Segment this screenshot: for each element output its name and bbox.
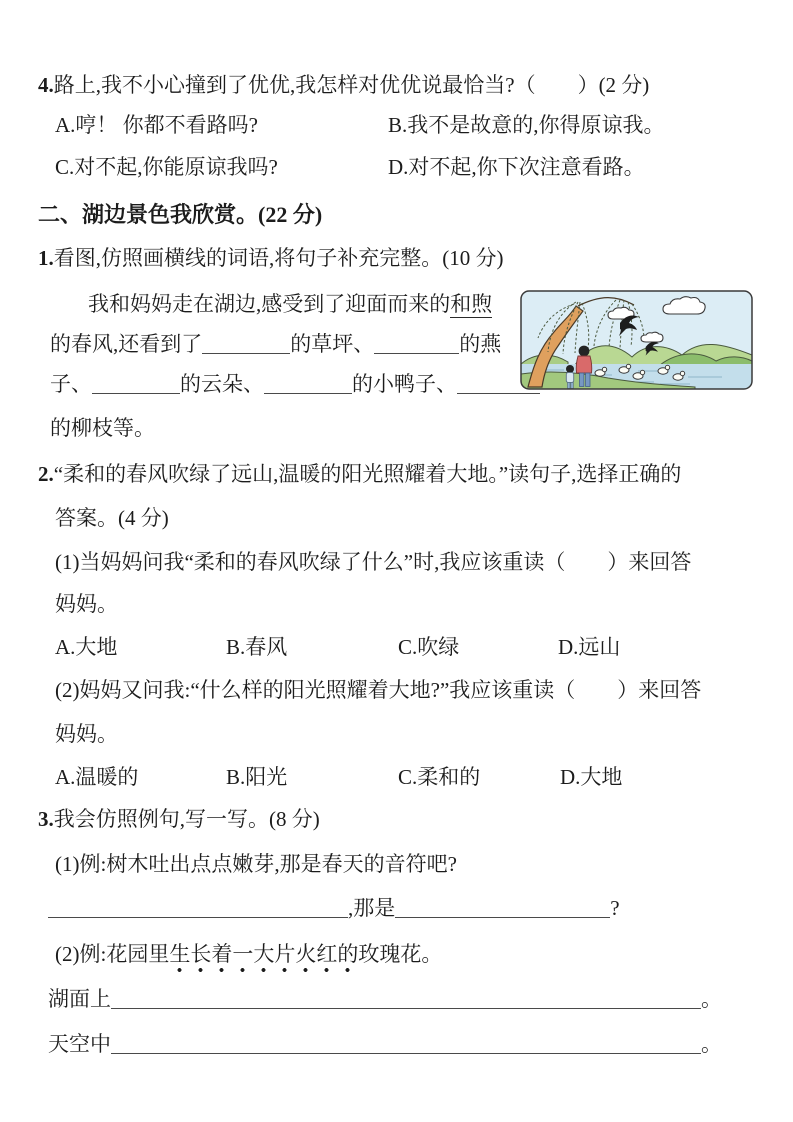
q1-para-text-3a: 子、 [50, 372, 92, 396]
q3-sub1-mid-text: ,那是 [348, 896, 396, 920]
q3-sub1-tail-text: ? [610, 896, 620, 920]
emphasis-dots-text: 生长着一大片火红的 [169, 942, 358, 973]
question-2-stem-line-1 [38, 461, 681, 487]
q1-paragraph-line-3 [50, 371, 540, 397]
question-1-stem-line [38, 245, 504, 271]
q3-sub2-example-pre: (2)例:花园里 [55, 942, 170, 966]
question-4-text: 路上,我不小心撞到了优优,我怎样对优优说最恰当?（ ）(2 分) [53, 73, 650, 97]
question-4-stem-line [38, 72, 649, 98]
question-3-text: 我会仿照例句,写一写。(8 分) [53, 807, 320, 831]
q3-sub2-answer-line-1 [48, 986, 722, 1012]
q4-option-b: B.我不是故意的,你得原谅我。 [388, 113, 665, 137]
q3-fill1-period: 。 [701, 987, 722, 1011]
q3-fill2-label: 天空中 [48, 1032, 111, 1056]
fill-blank-1[interactable] [202, 333, 290, 354]
question-3-number: 3. [38, 807, 54, 831]
q2-sub2-line-1: (2)妈妈又问我:“什么样的阳光照耀着大地?”我应该重读（ ）来回答 [55, 678, 702, 702]
question-4-number: 4. [38, 73, 54, 97]
q1-para-text-3b: 的云朵、 [180, 372, 264, 396]
q1-para-text-2c: 的燕 [459, 332, 502, 356]
fill-blank-3[interactable] [92, 373, 180, 394]
q1-paragraph-line-1 [88, 291, 492, 317]
q2-sub1-line-2: 妈妈。 [55, 592, 118, 616]
q2-sub2-option-b: B.阳光 [226, 765, 288, 789]
q2-sub1-option-c: C.吹绿 [398, 635, 460, 659]
question-3-stem-line [38, 806, 320, 832]
q4-option-a: A.哼！ 你都不看路吗? [55, 113, 258, 137]
q2-sub1-line-1: (1)当妈妈问我“柔和的春风吹绿了什么”时,我应该重读（ ）来回答 [55, 550, 692, 574]
underlined-example-word: 和煦 [450, 292, 493, 316]
fill-blank-2[interactable] [374, 333, 459, 354]
q2-sub2-option-c: C.柔和的 [398, 765, 481, 789]
question-2-text: “柔和的春风吹绿了远山,温暖的阳光照耀着大地。”读句子,选择正确的 [53, 462, 682, 486]
q1-para-text-2a: 的春风,还看到了 [50, 332, 203, 356]
q3-sub2-example [55, 941, 442, 967]
q2-sub1-option-a: A.大地 [55, 635, 118, 659]
lake-scene-illustration [520, 290, 753, 390]
q3-sub2-example-post: 玫瑰花。 [358, 942, 443, 966]
q1-paragraph-line-4: 的柳枝等。 [50, 416, 155, 440]
question-1-number: 1. [38, 246, 54, 270]
q3-sub1-example: (1)例:树木吐出点点嫩芽,那是春天的音符吧? [55, 852, 457, 876]
q3-sub2-blank-1[interactable] [111, 988, 701, 1009]
q4-option-d: D.对不起,你下次注意看路。 [388, 155, 645, 179]
fill-blank-4[interactable] [264, 373, 352, 394]
q1-para-text-1: 我和妈妈走在湖边,感受到了迎面而来的 [88, 292, 451, 316]
q2-sub2-option-d: D.大地 [560, 765, 623, 789]
q1-para-text-3c: 的小鸭子、 [352, 372, 457, 396]
q4-option-c: C.对不起,你能原谅我吗? [55, 155, 278, 179]
q3-sub1-answer-line [48, 895, 620, 921]
question-2-number: 2. [38, 462, 54, 486]
q3-fill2-period: 。 [701, 1032, 722, 1056]
q2-sub2-line-2: 妈妈。 [55, 722, 118, 746]
q1-paragraph-line-2 [50, 331, 501, 357]
q3-sub1-blank-1[interactable] [48, 897, 348, 918]
q2-sub2-option-a: A.温暖的 [55, 765, 139, 789]
q2-sub1-option-b: B.春风 [226, 635, 288, 659]
q2-sub1-option-d: D.远山 [558, 635, 621, 659]
section-2-heading: 二、湖边景色我欣赏。(22 分) [38, 202, 323, 227]
question-1-text: 看图,仿照画横线的词语,将句子补充完整。(10 分) [53, 246, 504, 270]
q1-para-text-2b: 的草坪、 [290, 332, 375, 356]
q3-fill1-label: 湖面上 [48, 987, 111, 1011]
question-2-stem-line-2: 答案。(4 分) [55, 506, 169, 530]
q3-sub2-blank-2[interactable] [111, 1033, 701, 1054]
q3-sub1-blank-2[interactable] [395, 897, 610, 918]
q3-sub2-answer-line-2 [48, 1031, 722, 1057]
